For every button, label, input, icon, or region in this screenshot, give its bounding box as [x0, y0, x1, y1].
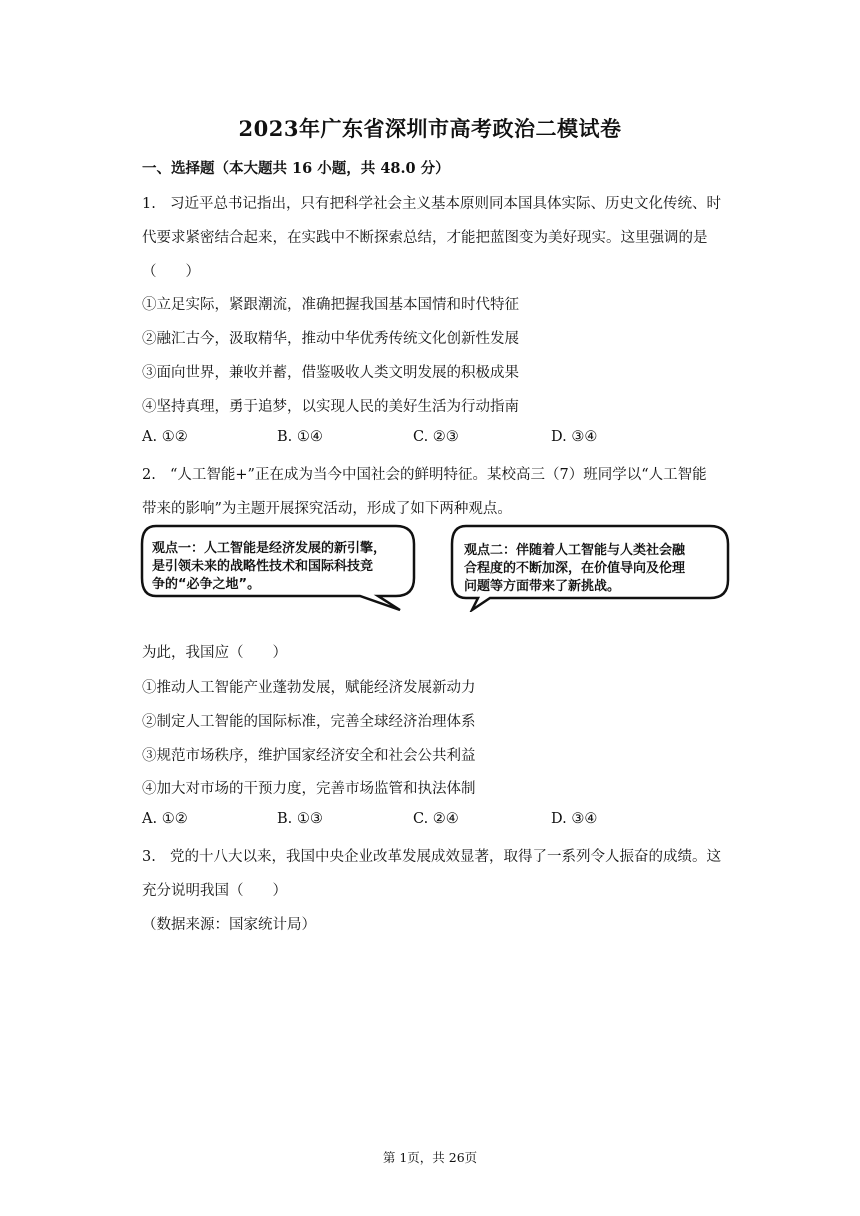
- q2-option-b[interactable]: B. ①③: [277, 811, 323, 827]
- q1-item-1: ①立足实际，紧跟潮流，准确把握我国基本国情和时代特征: [142, 297, 519, 313]
- q3-number: 3.: [142, 849, 156, 865]
- q2-prompt: 为此，我国应（ ）: [142, 645, 287, 661]
- q1-line-3: （ ）: [142, 264, 200, 280]
- q2-line-1: [142, 463, 752, 484]
- q1-option-d[interactable]: D. ③④: [551, 429, 598, 445]
- q1-text-1: 习近平总书记指出，只有把科学社会主义基本原则同本国具体实际、历史文化传统、时: [170, 196, 721, 212]
- page-footer: 第 1页，共 26页: [382, 1150, 478, 1165]
- q3-source: （数据来源：国家统计局）: [142, 917, 316, 933]
- q1-item-4: ④坚持真理，勇于追梦，以实现人民的美好生活为行动指南: [142, 399, 519, 415]
- q2-item-4: ④加大对市场的干预力度，完善市场监管和执法体制: [142, 781, 476, 797]
- speech-bubble-2: [452, 526, 728, 610]
- q3-line-2: 充分说明我国（ ）: [142, 883, 287, 899]
- q1-option-b[interactable]: B. ①④: [277, 429, 323, 445]
- q2-item-1: ①推动人工智能产业蓬勃发展，赋能经济发展新动力: [142, 680, 476, 696]
- q1-option-a[interactable]: A. ①②: [142, 429, 188, 445]
- bubble2-line-3: 问题等方面带来了新挑战。: [464, 579, 621, 594]
- q2-number: 2.: [142, 467, 156, 483]
- bubble1-line-3: 争的“必争之地”。: [152, 577, 261, 592]
- q1-option-c[interactable]: C. ②③: [413, 429, 459, 445]
- bubble1-line-2: 是引领未来的战略性技术和国际科技竞: [152, 559, 374, 574]
- q2-option-d[interactable]: D. ③④: [551, 811, 598, 827]
- q1-item-2: ②融汇古今，汲取精华，推动中华优秀传统文化创新性发展: [142, 331, 519, 347]
- page-title: 2023年广东省深圳市高考政治二模试卷: [238, 116, 622, 141]
- q2-option-c[interactable]: C. ②④: [413, 811, 459, 827]
- q1-line-2: 代要求紧密结合起来，在实践中不断探索总结，才能把蓝图变为美好现实。这里强调的是: [142, 230, 708, 246]
- q3-text-1: 党的十八大以来，我国中央企业改革发展成效显著，取得了一系列令人振奋的成绩。这: [170, 849, 721, 865]
- q2-line-2: 带来的影响”为主题开展探究活动，形成了如下两种观点。: [142, 501, 512, 517]
- q1-line-1: [142, 192, 752, 213]
- section-heading: 一、选择题（本大题共 16 小题，共 48.0 分）: [142, 160, 450, 177]
- bubble2-line-2: 合程度的不断加深，在价值导向及伦理: [464, 561, 686, 576]
- bubble2-line-1: 观点二：伴随着人工智能与人类社会融: [464, 543, 686, 558]
- q2-item-3: ③规范市场秩序，维护国家经济安全和社会公共利益: [142, 748, 476, 764]
- q2-option-a[interactable]: A. ①②: [142, 811, 188, 827]
- q2-text-1: “人工智能+”正在成为当今中国社会的鲜明特征。某校高三（7）班同学以“人工智能: [170, 467, 707, 483]
- speech-bubble-1: [142, 526, 414, 610]
- q3-line-1: [142, 845, 752, 866]
- q2-item-2: ②制定人工智能的国际标准，完善全球经济治理体系: [142, 714, 476, 730]
- speech-bubbles-figure: [138, 522, 738, 612]
- q1-number: 1.: [142, 196, 156, 212]
- bubble1-line-1: 观点一：人工智能是经济发展的新引擎，: [152, 541, 387, 556]
- q1-item-3: ③面向世界，兼收并蓄，借鉴吸收人类文明发展的积极成果: [142, 365, 519, 381]
